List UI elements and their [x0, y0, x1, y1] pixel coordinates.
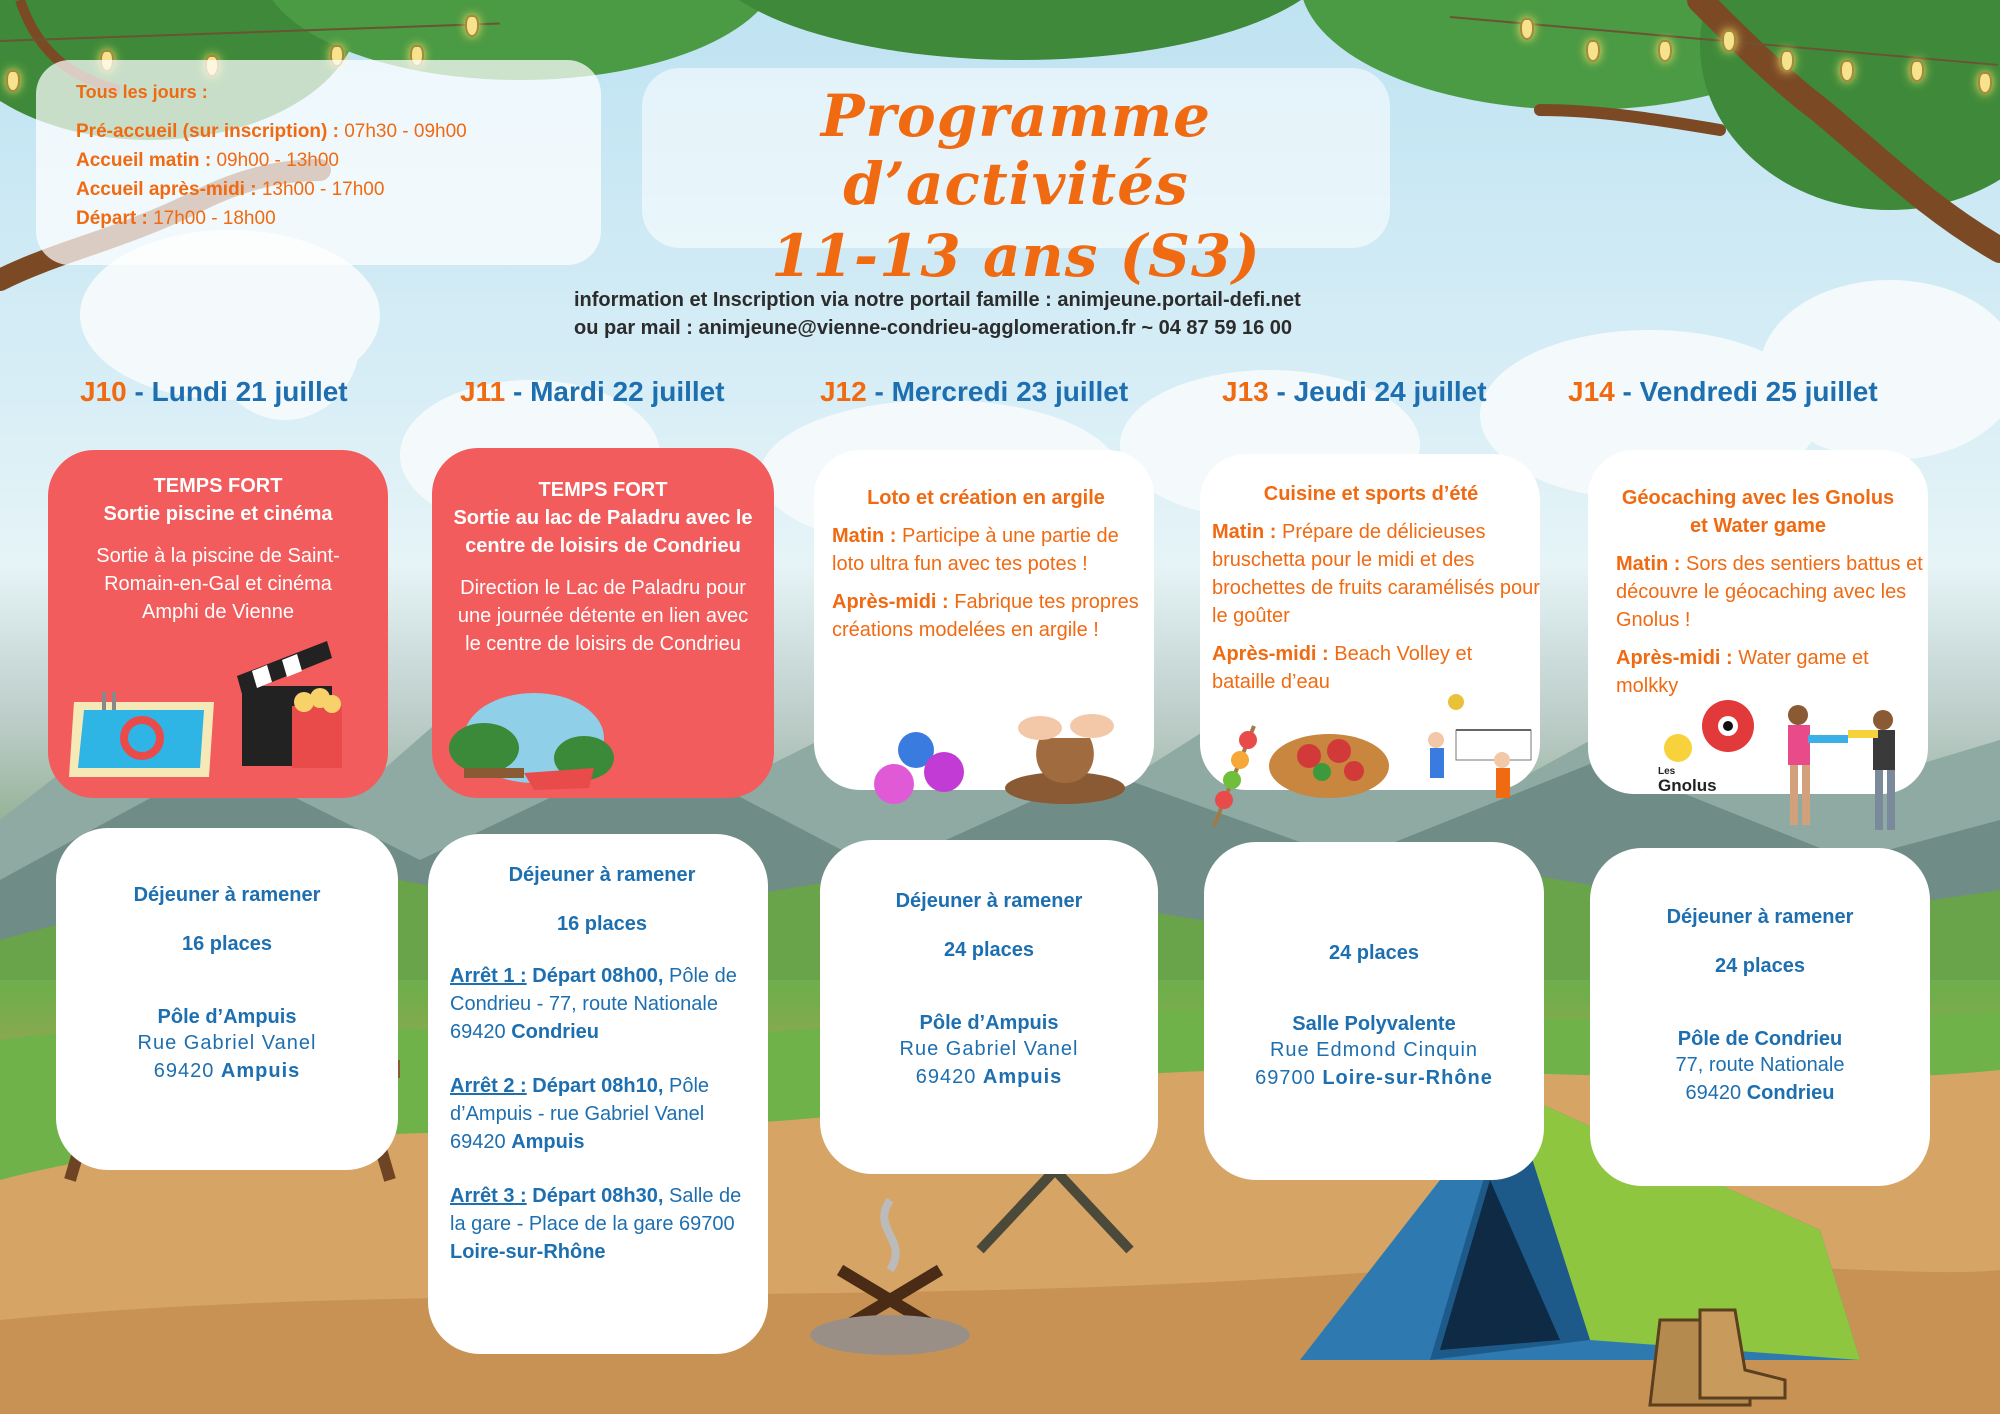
card-title: Sortie au lac de Paladru avec le centre de loisirs de Condrieu [453, 507, 753, 557]
card-description: Direction le Lac de Paladru pour une journée détente en lien avec le centre de loisirs de Condrieu [457, 577, 749, 655]
bulb-icon [1520, 18, 1534, 40]
pottery-icon [1000, 688, 1130, 808]
stop-city: Condrieu [511, 1021, 599, 1043]
day-separator: - [126, 376, 152, 407]
schedule-time: 07h30 - 09h00 [344, 121, 467, 142]
meeting-card-j14 [1590, 848, 1930, 1186]
day-heading-j11 [460, 376, 725, 408]
city-name: Loire-sur-Rhône [1322, 1067, 1493, 1089]
lunch-label: Déjeuner à ramener [508, 864, 696, 886]
lunch-label: Déjeuner à ramener [1666, 906, 1854, 928]
day-code: J10 [80, 376, 127, 407]
gnolus-logo-text: Gnolus [1658, 776, 1717, 795]
lake-icon [444, 688, 614, 808]
city-name: Ampuis [982, 1066, 1063, 1088]
zip-code: 69420 [153, 1060, 215, 1082]
stop-address: Salle de la gare - Place de la gare 69700 [450, 1185, 742, 1235]
schedule-label: Pré-accueil (sur inscription) : [76, 121, 339, 142]
card-tag: TEMPS FORT [538, 479, 668, 501]
gnolus-logo-small: Les [1658, 766, 1676, 777]
zip-code: 69420 [1685, 1082, 1742, 1104]
bulb-icon [465, 15, 479, 37]
title-line-1: Programme d’activités [820, 82, 1212, 218]
daily-schedule-box [36, 60, 601, 265]
stop-label: Arrêt 2 : [450, 1075, 527, 1097]
day-code: J14 [1568, 376, 1615, 407]
places-count: 16 places [181, 933, 273, 955]
card-title: Géocaching avec les Gnolus et Water game [1621, 487, 1895, 537]
schedule-line [76, 150, 561, 172]
stop-departure: Départ 08h10, [532, 1075, 664, 1097]
stop-departure: Départ 08h00, [532, 965, 664, 987]
morning-label: Matin : [1212, 521, 1277, 543]
meeting-city [1600, 1079, 1920, 1107]
card-title: Loto et création en argile [867, 487, 1105, 509]
card-morning [1212, 518, 1540, 630]
bus-stop-3 [450, 1182, 754, 1266]
day-separator: - [1614, 376, 1640, 407]
meeting-city [1224, 1064, 1524, 1092]
card-morning [1616, 550, 1924, 634]
meeting-place: Pôle de Condrieu [1677, 1028, 1843, 1050]
bulb-icon [1586, 40, 1600, 62]
meeting-street: 77, route Nationale [1675, 1054, 1845, 1076]
day-code: J12 [820, 376, 867, 407]
stop-label: Arrêt 3 : [450, 1185, 527, 1207]
lunch-label: Déjeuner à ramener [895, 890, 1083, 912]
day-separator: - [866, 376, 892, 407]
afternoon-text: Beach Volley et bataille d’eau [1212, 643, 1473, 693]
card-afternoon [1616, 644, 1924, 700]
bus-stop-2 [450, 1072, 754, 1156]
schedule-time: 13h00 - 17h00 [261, 179, 385, 200]
schedule-time: 09h00 - 13h00 [216, 150, 339, 171]
water-game-icon [1768, 700, 1918, 850]
schedule-line [76, 208, 561, 230]
day-code: J11 [460, 376, 506, 407]
bus-stop-1 [450, 962, 754, 1046]
schedule-time: 17h00 - 18h00 [153, 208, 276, 229]
meeting-card-j13 [1204, 842, 1544, 1180]
schedule-label: Départ : [76, 208, 148, 229]
day-label: Jeudi 24 juillet [1293, 376, 1487, 407]
meeting-city [66, 1057, 388, 1085]
bulb-icon [1780, 50, 1794, 72]
schedule-header: Tous les jours : [76, 82, 208, 102]
meeting-street: Rue Gabriel Vanel [137, 1032, 317, 1054]
stop-address: Pôle d’Ampuis - rue Gabriel Vanel 69420 [450, 1075, 710, 1153]
schedule-label: Accueil matin : [76, 150, 212, 171]
bulb-icon [1840, 60, 1854, 82]
day-heading-j14 [1568, 376, 1878, 408]
contact-line-1: information et Inscription via notre portail famille : animjeune.portail-defi.net [574, 289, 1301, 311]
day-label: Lundi 21 juillet [151, 376, 348, 407]
afternoon-text: Fabrique tes propres créations modelées en argile ! [832, 591, 1139, 641]
zip-code: 69420 [915, 1066, 977, 1088]
bulb-icon [1978, 72, 1992, 94]
stop-city: Loire-sur-Rhône [450, 1241, 606, 1263]
places-count: 24 places [943, 939, 1035, 961]
card-title: Cuisine et sports d’été [1263, 483, 1479, 505]
city-name: Ampuis [220, 1060, 301, 1082]
card-afternoon [1212, 640, 1540, 696]
day-heading-j10 [80, 376, 348, 408]
stop-departure: Départ 08h30, [532, 1185, 664, 1207]
afternoon-label: Après-midi : [832, 591, 949, 613]
afternoon-label: Après-midi : [1212, 643, 1329, 665]
meeting-card-j12 [820, 840, 1158, 1174]
page-title [642, 68, 1390, 290]
activity-card-j11 [432, 448, 774, 798]
schedule-label: Accueil après-midi : [76, 179, 257, 200]
contact-line-2: ou par mail : animjeune@vienne-condrieu-agglomeration.fr ~ 04 87 59 16 00 [574, 317, 1293, 339]
day-heading-j12 [820, 376, 1128, 408]
hiking-boots-icon [1640, 1300, 1790, 1410]
card-morning [832, 522, 1140, 578]
lottery-balls-icon [866, 730, 976, 810]
activity-card-j13 [1200, 454, 1540, 790]
bulb-icon [1658, 40, 1672, 62]
clapperboard-icon [232, 636, 372, 776]
contact-info [574, 286, 1474, 342]
card-afternoon [832, 588, 1140, 644]
card-title: Sortie piscine et cinéma [103, 503, 333, 525]
places-count: 24 places [1328, 942, 1420, 964]
day-label: Vendredi 25 juillet [1639, 376, 1878, 407]
meeting-card-j11 [428, 834, 768, 1354]
meeting-street: Rue Gabriel Vanel [899, 1038, 1079, 1060]
volleyball-icon [1406, 690, 1536, 840]
fruit-skewer-icon [1204, 716, 1264, 836]
afternoon-text: Water game et molkky [1616, 647, 1869, 697]
places-count: 16 places [556, 913, 648, 935]
meeting-place: Pôle d’Ampuis [919, 1012, 1059, 1034]
bulb-icon [1722, 30, 1736, 52]
morning-text: Participe à une partie de loto ultra fun avec tes potes ! [832, 525, 1119, 575]
activity-card-j14 [1588, 450, 1928, 794]
day-heading-j13 [1222, 376, 1487, 408]
morning-label: Matin : [832, 525, 897, 547]
day-separator: - [505, 376, 531, 407]
activity-card-j10 [48, 450, 388, 798]
campfire-icon [800, 1190, 980, 1360]
day-separator: - [1268, 376, 1294, 407]
meeting-place: Salle Polyvalente [1292, 1013, 1456, 1035]
pool-icon [64, 682, 224, 782]
day-code: J13 [1222, 376, 1269, 407]
meeting-street: Rue Edmond Cinquin [1269, 1039, 1479, 1061]
schedule-line [76, 179, 561, 201]
places-count: 24 places [1714, 955, 1806, 977]
zip-code: 69700 [1255, 1067, 1316, 1089]
bulb-icon [1910, 60, 1924, 82]
bulb-icon [6, 70, 20, 92]
bruschetta-icon [1264, 716, 1394, 806]
stop-label: Arrêt 1 : [450, 965, 527, 987]
card-tag: TEMPS FORT [153, 475, 283, 497]
city-name: Condrieu [1746, 1082, 1835, 1104]
lunch-label: Déjeuner à ramener [133, 884, 321, 906]
morning-label: Matin : [1616, 553, 1681, 575]
stop-address: Pôle de Condrieu - 77, route Nationale 69420 [450, 965, 737, 1043]
meeting-card-j10 [56, 828, 398, 1170]
morning-text: Prépare de délicieuses bruschetta pour le midi et des brochettes de fruits caramélisés pour le goûter [1212, 521, 1540, 627]
activity-card-j12 [814, 450, 1154, 790]
schedule-line [76, 121, 561, 143]
card-description: Sortie à la piscine de Saint-Romain-en-Gal et cinéma Amphi de Vienne [96, 545, 340, 623]
meeting-city [830, 1063, 1148, 1091]
day-label: Mercredi 23 juillet [891, 376, 1129, 407]
stop-city: Ampuis [511, 1131, 585, 1153]
afternoon-label: Après-midi : [1616, 647, 1733, 669]
meeting-place: Pôle d’Ampuis [157, 1006, 297, 1028]
gnolus-logo-icon [1658, 698, 1768, 798]
title-line-2: 11-13 ans (S3) [771, 222, 1261, 290]
morning-text: Sors des sentiers battus et découvre le géocaching avec les Gnolus ! [1616, 553, 1923, 631]
day-label: Mardi 22 juillet [530, 376, 725, 407]
